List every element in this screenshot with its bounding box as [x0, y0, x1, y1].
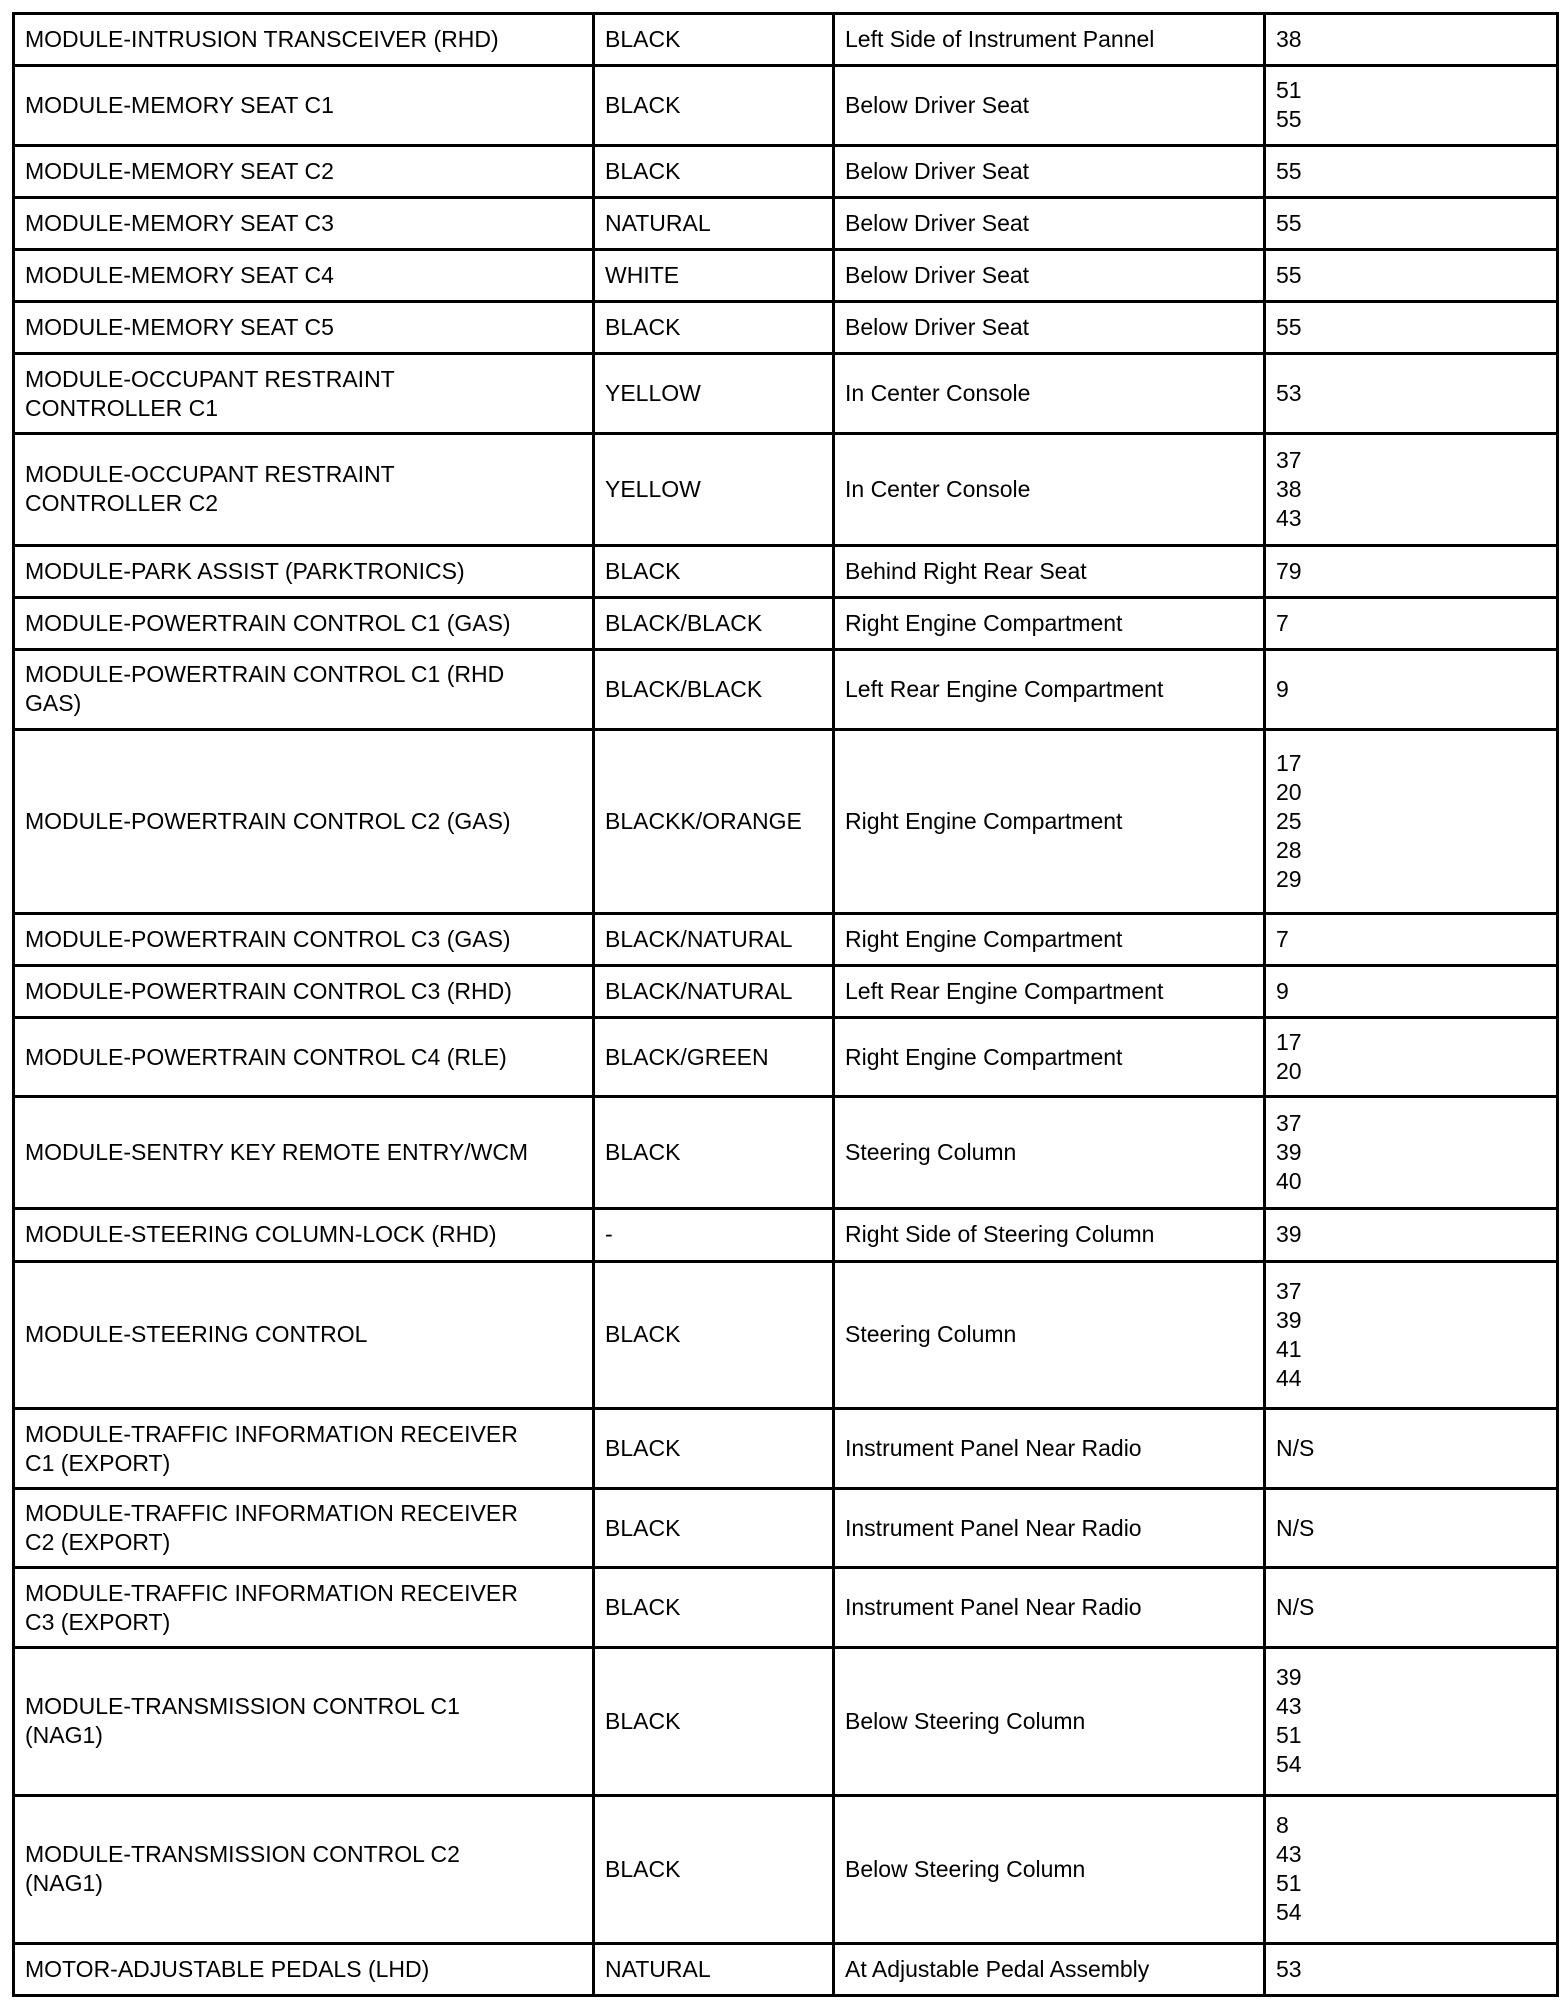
connector-location-cell: Below Driver Seat	[834, 302, 1265, 354]
figure-number-cell: 39 43 51 54	[1265, 1647, 1558, 1795]
table-row	[14, 250, 1558, 302]
connector-name-cell: MOTOR-ADJUSTABLE PEDALS (LHD)	[14, 1943, 594, 1995]
connector-location-cell: Right Engine Compartment	[834, 1017, 1265, 1097]
connector-color-cell: YELLOW	[594, 354, 834, 434]
connector-location-cell: Below Driver Seat	[834, 197, 1265, 249]
table-row	[14, 1409, 1558, 1489]
figure-number-cell: 8 43 51 54	[1265, 1795, 1558, 1943]
figure-number-cell: 37 39 41 44	[1265, 1261, 1558, 1409]
connector-location-cell: Below Driver Seat	[834, 66, 1265, 146]
connector-color-cell: BLACK	[594, 145, 834, 197]
connector-color-cell: BLACK	[594, 1647, 834, 1795]
connector-color-cell: BLACK/NATURAL	[594, 913, 834, 965]
connector-name-cell: MODULE-POWERTRAIN CONTROL C1 (GAS)	[14, 597, 594, 649]
figure-number-cell: 39	[1265, 1209, 1558, 1261]
figure-number-cell: 53	[1265, 1943, 1558, 1995]
connector-location-cell: At Adjustable Pedal Assembly	[834, 1943, 1265, 1995]
connector-name-cell: MODULE-TRANSMISSION CONTROL C2 (NAG1)	[14, 1795, 594, 1943]
table-row	[14, 1209, 1558, 1261]
connector-name-cell: MODULE-POWERTRAIN CONTROL C1 (RHD GAS)	[14, 650, 594, 730]
connector-name-cell: MODULE-MEMORY SEAT C4	[14, 250, 594, 302]
connector-name-cell: MODULE-TRAFFIC INFORMATION RECEIVER C1 (EXPORT)	[14, 1409, 594, 1489]
figure-number-cell: 55	[1265, 250, 1558, 302]
connector-color-cell: NATURAL	[594, 197, 834, 249]
connector-name-cell: MODULE-TRAFFIC INFORMATION RECEIVER C3 (EXPORT)	[14, 1568, 594, 1648]
connector-color-cell: BLACK	[594, 545, 834, 597]
connector-location-cell: Left Rear Engine Compartment	[834, 650, 1265, 730]
table-row	[14, 66, 1558, 146]
connector-location-cell: Instrument Panel Near Radio	[834, 1409, 1265, 1489]
connector-location-cell: Below Steering Column	[834, 1795, 1265, 1943]
connector-color-cell: BLACK	[594, 1568, 834, 1648]
connector-location-cell: Right Engine Compartment	[834, 729, 1265, 913]
table-row	[14, 1795, 1558, 1943]
connector-location-cell: Below Steering Column	[834, 1647, 1265, 1795]
figure-number-cell: 79	[1265, 545, 1558, 597]
table-row	[14, 1943, 1558, 1995]
table-row	[14, 545, 1558, 597]
connector-location-cell: In Center Console	[834, 433, 1265, 545]
table-row	[14, 145, 1558, 197]
table-row	[14, 1261, 1558, 1409]
figure-number-cell: 7	[1265, 597, 1558, 649]
connector-color-cell: BLACK	[594, 1795, 834, 1943]
connector-location-cell: Right Engine Compartment	[834, 597, 1265, 649]
connector-name-cell: MODULE-MEMORY SEAT C5	[14, 302, 594, 354]
table-row	[14, 197, 1558, 249]
connector-name-cell: MODULE-POWERTRAIN CONTROL C4 (RLE)	[14, 1017, 594, 1097]
connector-name-cell: MODULE-POWERTRAIN CONTROL C3 (RHD)	[14, 965, 594, 1017]
table-row	[14, 913, 1558, 965]
connector-color-cell: BLACK/BLACK	[594, 597, 834, 649]
figure-number-cell: 7	[1265, 913, 1558, 965]
figure-number-cell: 55	[1265, 197, 1558, 249]
table-row	[14, 650, 1558, 730]
connector-name-cell: MODULE-OCCUPANT RESTRAINT CONTROLLER C1	[14, 354, 594, 434]
connector-color-cell: BLACK/GREEN	[594, 1017, 834, 1097]
connector-name-cell: MODULE-MEMORY SEAT C2	[14, 145, 594, 197]
connector-color-cell: BLACK	[594, 14, 834, 66]
connector-location-cell: Behind Right Rear Seat	[834, 545, 1265, 597]
table-row	[14, 1017, 1558, 1097]
table-row	[14, 433, 1558, 545]
table-body	[14, 14, 1558, 1996]
figure-number-cell: 37 38 43	[1265, 433, 1558, 545]
connector-location-cell: Below Driver Seat	[834, 145, 1265, 197]
connector-location-table	[12, 12, 1559, 1997]
figure-number-cell: N/S	[1265, 1488, 1558, 1568]
connector-location-cell: Left Rear Engine Compartment	[834, 965, 1265, 1017]
connector-location-cell: Steering Column	[834, 1261, 1265, 1409]
table-row	[14, 302, 1558, 354]
connector-color-cell: -	[594, 1209, 834, 1261]
connector-location-cell: Instrument Panel Near Radio	[834, 1488, 1265, 1568]
connector-color-cell: WHITE	[594, 250, 834, 302]
connector-color-cell: BLACKK/ORANGE	[594, 729, 834, 913]
connector-name-cell: MODULE-OCCUPANT RESTRAINT CONTROLLER C2	[14, 433, 594, 545]
figure-number-cell: 17 20	[1265, 1017, 1558, 1097]
connector-color-cell: BLACK/NATURAL	[594, 965, 834, 1017]
connector-name-cell: MODULE-STEERING COLUMN-LOCK (RHD)	[14, 1209, 594, 1261]
table-row	[14, 14, 1558, 66]
connector-color-cell: BLACK	[594, 66, 834, 146]
connector-location-cell: Right Engine Compartment	[834, 913, 1265, 965]
connector-location-cell: Right Side of Steering Column	[834, 1209, 1265, 1261]
figure-number-cell: 55	[1265, 145, 1558, 197]
connector-color-cell: BLACK/BLACK	[594, 650, 834, 730]
connector-color-cell: BLACK	[594, 1488, 834, 1568]
connector-name-cell: MODULE-POWERTRAIN CONTROL C3 (GAS)	[14, 913, 594, 965]
figure-number-cell: 53	[1265, 354, 1558, 434]
connector-color-cell: YELLOW	[594, 433, 834, 545]
connector-location-cell: Instrument Panel Near Radio	[834, 1568, 1265, 1648]
figure-number-cell: 51 55	[1265, 66, 1558, 146]
connector-location-cell: Left Side of Instrument Pannel	[834, 14, 1265, 66]
figure-number-cell: 38	[1265, 14, 1558, 66]
figure-number-cell: 9	[1265, 965, 1558, 1017]
table-row	[14, 1488, 1558, 1568]
connector-name-cell: MODULE-MEMORY SEAT C3	[14, 197, 594, 249]
figure-number-cell: 17 20 25 28 29	[1265, 729, 1558, 913]
connector-color-cell: BLACK	[594, 302, 834, 354]
connector-name-cell: MODULE-INTRUSION TRANSCEIVER (RHD)	[14, 14, 594, 66]
figure-number-cell: 55	[1265, 302, 1558, 354]
connector-name-cell: MODULE-PARK ASSIST (PARKTRONICS)	[14, 545, 594, 597]
figure-number-cell: 9	[1265, 650, 1558, 730]
connector-name-cell: MODULE-TRAFFIC INFORMATION RECEIVER C2 (EXPORT)	[14, 1488, 594, 1568]
connector-name-cell: MODULE-STEERING CONTROL	[14, 1261, 594, 1409]
table-row	[14, 597, 1558, 649]
connector-name-cell: MODULE-TRANSMISSION CONTROL C1 (NAG1)	[14, 1647, 594, 1795]
connector-location-cell: Below Driver Seat	[834, 250, 1265, 302]
connector-name-cell: MODULE-POWERTRAIN CONTROL C2 (GAS)	[14, 729, 594, 913]
figure-number-cell: N/S	[1265, 1409, 1558, 1489]
connector-color-cell: NATURAL	[594, 1943, 834, 1995]
connector-color-cell: BLACK	[594, 1409, 834, 1489]
figure-number-cell: N/S	[1265, 1568, 1558, 1648]
table-row	[14, 729, 1558, 913]
connector-name-cell: MODULE-SENTRY KEY REMOTE ENTRY/WCM	[14, 1097, 594, 1209]
connector-location-cell: In Center Console	[834, 354, 1265, 434]
table-row	[14, 1568, 1558, 1648]
table-row	[14, 1097, 1558, 1209]
figure-number-cell: 37 39 40	[1265, 1097, 1558, 1209]
connector-name-cell: MODULE-MEMORY SEAT C1	[14, 66, 594, 146]
table-row	[14, 354, 1558, 434]
connector-location-cell: Steering Column	[834, 1097, 1265, 1209]
table-row	[14, 965, 1558, 1017]
connector-color-cell: BLACK	[594, 1097, 834, 1209]
connector-color-cell: BLACK	[594, 1261, 834, 1409]
table-row	[14, 1647, 1558, 1795]
